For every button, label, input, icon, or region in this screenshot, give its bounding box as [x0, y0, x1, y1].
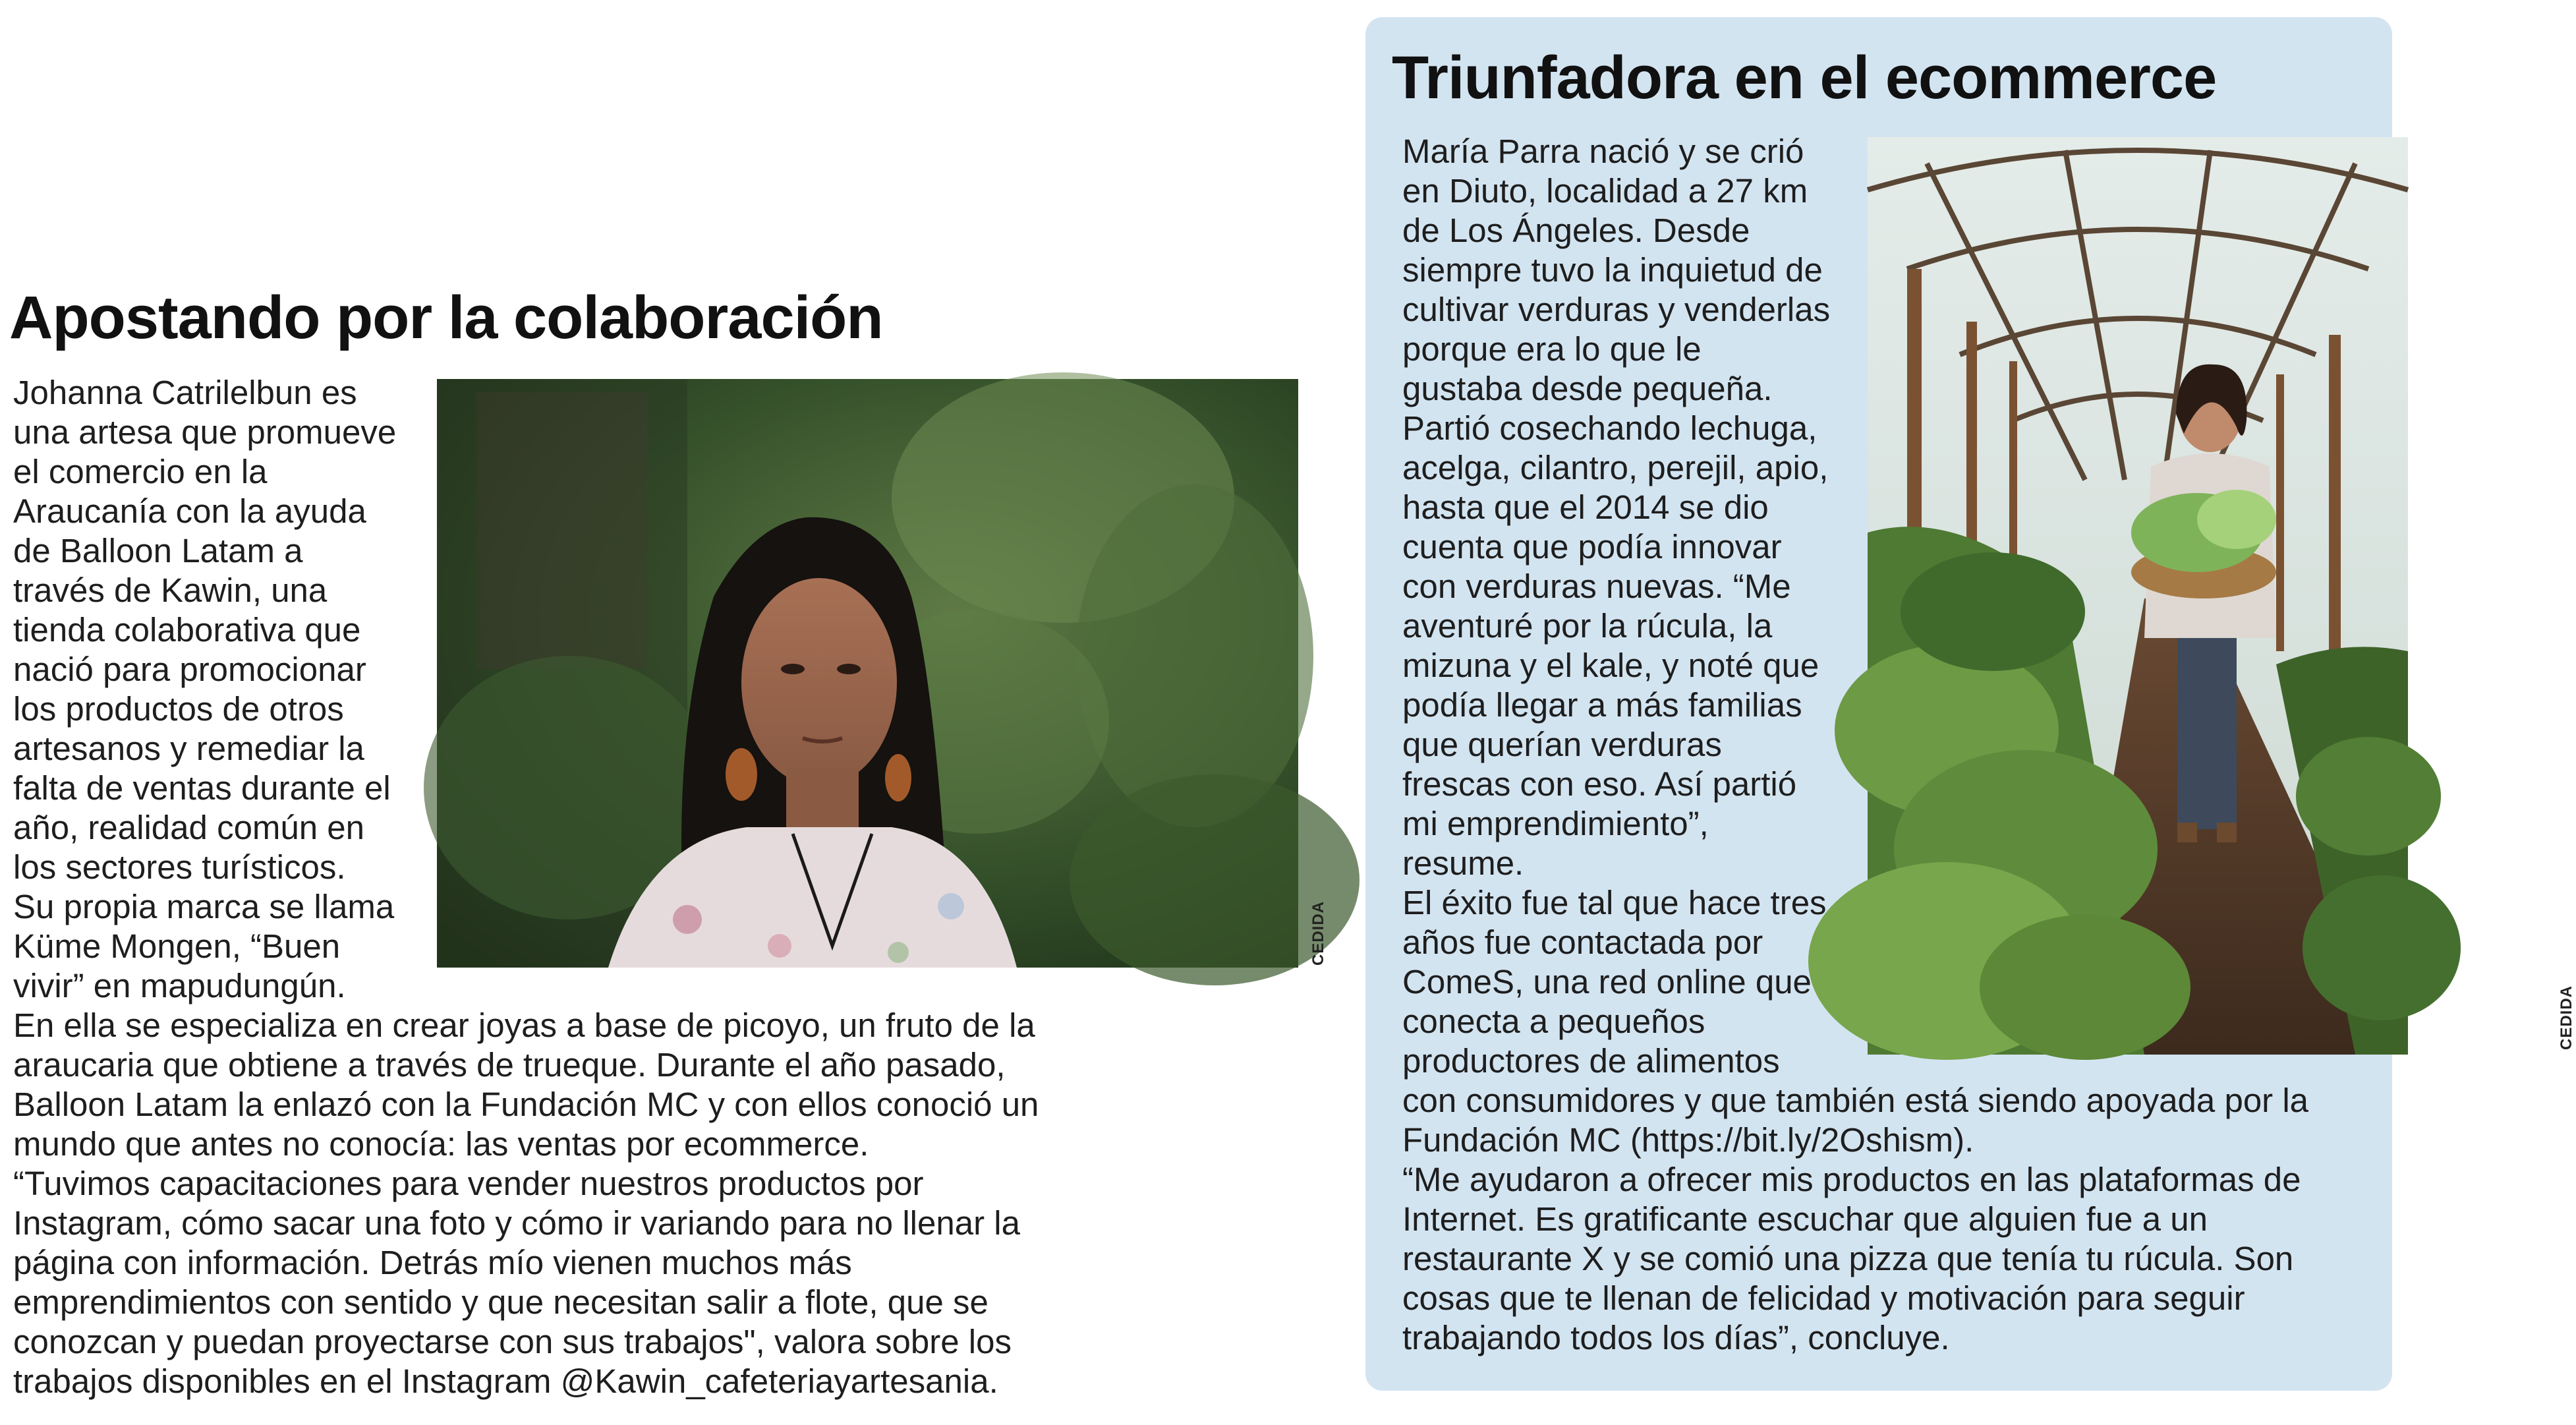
left-line: mundo que antes no conocía: las ventas por ecommerce.	[13, 1125, 869, 1163]
right-line: en Diuto, localidad a 27 km	[1402, 172, 1808, 210]
left-line: falta de ventas durante el	[13, 769, 391, 807]
right-line: que querían verduras	[1402, 726, 1722, 763]
left-line: nació para promocionar	[13, 651, 366, 688]
greenhouse-photo	[1868, 137, 2408, 1055]
left-line: página con información. Detrás mío vienen muchos más	[13, 1244, 852, 1281]
left-line: el comercio en la	[13, 453, 268, 490]
right-line: productores de alimentos	[1402, 1042, 1780, 1080]
right-line: porque era lo que le	[1402, 330, 1702, 368]
right-line: años fue contactada por	[1402, 923, 1763, 961]
right-line: podía llegar a más familias	[1402, 686, 1802, 724]
right-headline: Triunfadora en el ecommerce	[1392, 44, 2217, 111]
right-line: restaurante X y se comió una pizza que tenía tu rúcula. Son	[1402, 1240, 2294, 1277]
left-line: Instagram, cómo sacar una foto y cómo ir variando para no llenar la	[13, 1204, 1020, 1242]
artisan-photo	[437, 379, 1298, 968]
right-line: mi emprendimiento”,	[1402, 805, 1709, 842]
left-photo-credit: CEDIDA	[1309, 900, 1328, 966]
right-line: María Parra nació y se crió	[1402, 132, 1804, 170]
left-line: Araucanía con la ayuda	[13, 492, 366, 530]
right-line: frescas con eso. Así partió	[1402, 765, 1797, 803]
right-line: gustaba desde pequeña.	[1402, 370, 1773, 407]
left-line: de Balloon Latam a	[13, 532, 303, 569]
right-line: El éxito fue tal que hace tres	[1402, 884, 1827, 921]
left-line: artesanos y remediar la	[13, 730, 364, 767]
left-line: “Tuvimos capacitaciones para vender nuestros productos por	[13, 1165, 924, 1202]
right-line: resume.	[1402, 844, 1524, 882]
right-line: con consumidores y que también está siendo apoyada por la	[1402, 1082, 2309, 1119]
right-line: trabajando todos los días”, concluye.	[1402, 1319, 1950, 1356]
left-line: trabajos disponibles en el Instagram @Kawin_cafeteriayartesania.	[13, 1362, 998, 1400]
left-line: emprendimientos con sentido y que necesitan salir a flote, que se	[13, 1283, 988, 1321]
right-line: hasta que el 2014 se dio	[1402, 488, 1769, 526]
left-line: Küme Mongen, “Buen	[13, 927, 341, 965]
left-line: vivir” en mapudungún.	[13, 967, 346, 1004]
right-line: ComeS, una red online que	[1402, 963, 1812, 1001]
left-line: Su propia marca se llama	[13, 888, 395, 925]
left-line: una artesa que promueve	[13, 413, 397, 451]
left-line: tienda colaborativa que	[13, 611, 361, 649]
left-line: año, realidad común en	[13, 809, 365, 846]
left-line: Balloon Latam la enlazó con la Fundación MC y con ellos conoció un	[13, 1086, 1039, 1123]
right-line: aventuré por la rúcula, la	[1402, 607, 1773, 645]
right-photo-credit: CEDIDA	[2558, 985, 2576, 1051]
right-line: cultivar verduras y venderlas	[1402, 291, 1831, 328]
right-line: de Los Ángeles. Desde	[1402, 212, 1750, 249]
right-line: Fundación MC (https://bit.ly/2Oshism).	[1402, 1121, 1974, 1159]
right-line: cuenta que podía innovar	[1402, 528, 1782, 566]
right-line: cosas que te llenan de felicidad y motivación para seguir	[1402, 1279, 2245, 1317]
left-line: En ella se especializa en crear joyas a base de picoyo, un fruto de la	[13, 1006, 1035, 1044]
left-line: los productos de otros	[13, 690, 344, 728]
left-line: través de Kawin, una	[13, 571, 328, 609]
right-line: siempre tuvo la inquietud de	[1402, 251, 1823, 289]
right-line: acelga, cilantro, perejil, apio,	[1402, 449, 1829, 486]
left-line: los sectores turísticos.	[13, 848, 346, 886]
right-line: conecta a pequeños	[1402, 1003, 1705, 1040]
left-line: Johanna Catrilelbun es	[13, 374, 357, 411]
left-line: conozcan y puedan proyectarse con sus trabajos", valora sobre los	[13, 1323, 1012, 1360]
right-line: Internet. Es gratificante escuchar que alguien fue a un	[1402, 1200, 2208, 1238]
right-line: Partió cosechando lechuga,	[1402, 409, 1818, 447]
right-line: con verduras nuevas. “Me	[1402, 567, 1791, 605]
right-line: mizuna y el kale, y noté que	[1402, 647, 1819, 684]
left-line: araucaria que obtiene a través de trueque. Durante el año pasado,	[13, 1046, 1006, 1084]
left-headline: Apostando por la colaboración	[9, 284, 883, 351]
right-line: “Me ayudaron a ofrecer mis productos en las plataformas de	[1402, 1161, 2301, 1198]
